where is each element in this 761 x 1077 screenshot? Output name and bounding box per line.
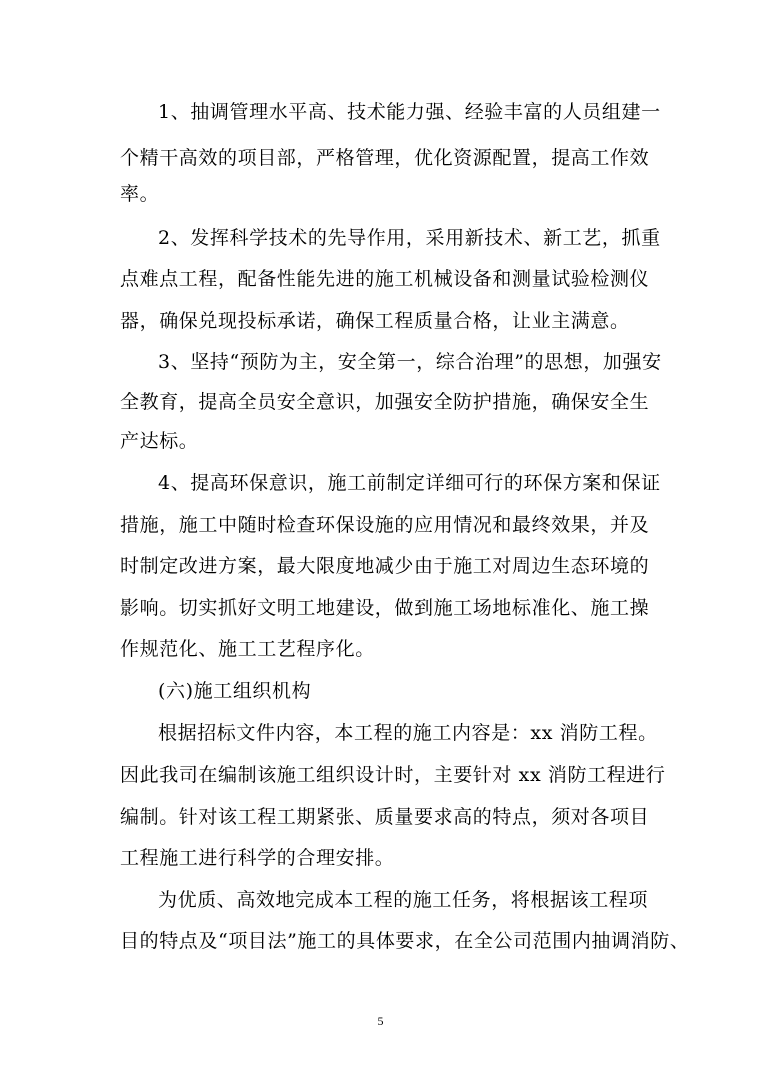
- paragraph-2-line-3: 器，确保兑现投标承诺，确保工程质量合格，让业主满意。: [120, 310, 630, 332]
- paragraph-3-line-2: 全教育，提高全员安全意识，加强安全防护措施，确保安全生: [120, 391, 650, 413]
- paragraph-6-line-1: 为优质、高效地完成本工程的施工任务，将根据该工程项: [158, 889, 649, 911]
- paragraph-6-line-2: 目的特点及“项目法”施工的具体要求，在全公司范围内抽调消防、: [120, 930, 690, 952]
- paragraph-4-line-5: 作规范化、施工工艺程序化。: [120, 638, 375, 660]
- paragraph-2-line-2: 点难点工程，配备性能先进的施工机械设备和测量试验检测仪: [120, 268, 650, 290]
- page-number: 5: [377, 1014, 384, 1028]
- paragraph-2-line-1: 2、发挥科学技术的先导作用，采用新技术、新工艺，抓重: [158, 227, 661, 249]
- paragraph-1-line-2: 个精干高效的项目部，严格管理，优化资源配置，提高工作效: [120, 147, 650, 169]
- paragraph-1-line-3: 率。: [120, 183, 160, 205]
- paragraph-5-line-3: 编制。针对该工程工期紧张、质量要求高的特点，须对各项目: [120, 806, 650, 828]
- paragraph-5-line-2: 因此我司在编制该施工组织设计时，主要针对 xx 消防工程进行: [120, 764, 666, 786]
- paragraph-4-line-3: 时制定改进方案，最大限度地减少由于施工对周边生态环境的: [120, 555, 650, 577]
- paragraph-1-line-1: 1、抽调管理水平高、技术能力强、经验丰富的人员组建一: [158, 101, 661, 123]
- paragraph-5-line-1: 根据招标文件内容，本工程的施工内容是：xx 消防工程。: [158, 722, 658, 744]
- paragraph-4-line-1: 4、提高环保意识，施工前制定详细可行的环保方案和保证: [158, 472, 661, 494]
- paragraph-4-line-4: 影响。切实抓好文明工地建设，做到施工场地标准化、施工操: [120, 597, 650, 619]
- paragraph-3-line-3: 产达标。: [120, 430, 199, 452]
- paragraph-5-line-4: 工程施工进行科学的合理安排。: [120, 847, 395, 869]
- section-heading: (六)施工组织机构: [158, 680, 312, 702]
- paragraph-3-line-1: 3、坚持“预防为主，安全第一，综合治理”的思想，加强安: [158, 351, 662, 373]
- paragraph-4-line-2: 措施，施工中随时检查环保设施的应用情况和最终效果，并及: [120, 514, 650, 536]
